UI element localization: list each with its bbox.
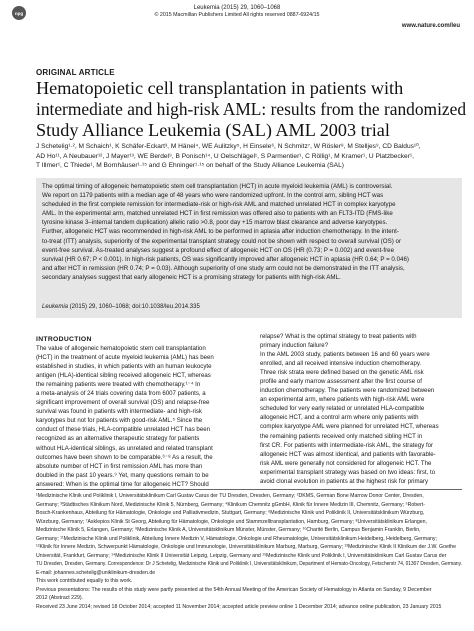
author-list (36, 142, 466, 171)
introduction-right-column (260, 332, 466, 486)
body-line: induction chemotherapy. The patients were randomized between (260, 387, 435, 395)
introduction-left-column (36, 344, 242, 489)
abstract-line: We report on 1179 patients with a median age of 48 years who were randomized upfront. In the control arm, sibling HCT was (42, 192, 384, 200)
body-line: a meta-analysis of 24 trials covering data from 6007 patients, a (36, 390, 206, 398)
footnote-line: Previous presentations: The results of this study were partly presented at the 54th Annual Meeting of the American Society of Hematology in Atlanta on Sunday, 9 December (36, 586, 432, 593)
footnote-line: Medizinische Klinik 5, Erlangen, Germany; ⁹Medizinische Klinik A, Universitätsklinikum Münster, Münster, Germany; ¹⁰Charité Berlin, Campus Benjamin Franklin, Berlin, (36, 527, 421, 533)
title-line: Hematopoietic cell transplantation in patients with (36, 78, 404, 98)
author-line: T Illmer¹, C Thiede¹, M Bornhäuser¹·¹⁵ and G Ehninger¹·¹⁵ on behalf of the Study Alliance Leukemia (SAL) (36, 162, 344, 170)
abstract-text (42, 182, 456, 282)
body-line: scheduled for very early related or unrelated HLA-compatible (260, 405, 425, 413)
footnote-line: Universität, Frankfurt, Germany; ¹⁴Medizinische Klinik II Universität Leipzig, Leipzig, Germany and ¹⁵Medizinische Klinik und Poliklinik I, Universitätsklinikum Carl Gustav Carus der (36, 552, 447, 559)
abstract-line: AML. In the experimental arm, matched unrelated HCT in first remission was offered also to patients with an FLT3-ITD (FMS-like (42, 210, 393, 218)
body-line: first CR. For patients with intermediate-risk AML, the strategy for (260, 441, 434, 449)
body-line: without HLA-identical siblings, as unrelated and related transplant (36, 444, 213, 452)
abstract-line: scheduled in the first complete remission for intermediate-risk or high-risk AML and matched unrelated HCT in complex karyotype (42, 201, 396, 209)
body-line: (HCT) in the treatment of acute myeloid leukemia (AML) has been (36, 354, 214, 362)
abstract-line: secondary analyses suggest that early allogeneic HCT is a promising strategy for patients with high-risk AML. (42, 273, 341, 281)
copyright-line: © 2015 Macmillan Publishers Limited All rights reserved 0887-6924/15 (154, 12, 320, 18)
footnote-line: This work contributed equally to this work. (36, 578, 133, 584)
article-type: ORIGINAL ARTICLE (36, 68, 115, 77)
author-line: AD Ho¹¹, A Neubauer¹², J Mayer¹³, WE Berdel⁹, B Ponisch¹⁴, U Oelschlägel¹, S Parmentier¹, C Röllig¹, M Kramer¹, U Platzbecker¹, (36, 152, 414, 160)
body-line: primary induction failure? (260, 342, 329, 350)
title-line: intermediate and high-risk AML: results from the randomized (36, 99, 467, 119)
body-line: enrolled, and all received intensive induction chemotherapy. (260, 360, 422, 368)
body-line: relapse? What is the optimal strategy to treat patients with (260, 333, 417, 340)
abstract-line: and after HCT in remission (HR 0.74; P = 0.03). Although superiority of one study arm could not be demonstrated in the ITT analysis, (42, 264, 405, 272)
introduction-heading: INTRODUCTION (36, 336, 92, 343)
body-line: karyotypes but not for patients with good-risk AML.⁵ Since the (36, 417, 203, 425)
body-line: risk AML were generally not considered for allogeneic HCT. The (260, 459, 432, 467)
body-line: answered: When is the optimal time for allogeneic HCT? Should (36, 480, 209, 488)
publisher-logo: npg (12, 6, 26, 20)
abstract-line: to-treat (ITT) analysis, superiority of the experimental transplant strategy could not be shown with respect to overall survival (OS) or (42, 237, 402, 245)
body-line: outcomes have been shown to be comparable.⁶⁻⁸ As a result, the (36, 453, 213, 461)
abstract-line: Further, allogeneic HCT was recommended in high-risk AML to be performed in aplasia after induction chemotherapy. In the intent- (42, 228, 399, 236)
body-line: the remaining patients were treated with chemotherapy.¹⁻⁴ In (36, 381, 201, 389)
abstract-box (36, 178, 462, 318)
footnote-line: Würzburg, Germany; ⁷Asklepios Klinik St Georg, Abteilung für Hämatologie, Onkologie und Stammzelltransplantation, Hamburg, Germany; ⁸Universitätsklinikum Erlangen, (36, 518, 427, 525)
body-line: antigen (HLA)-identical sibling received allogeneic HCT, whereas (36, 372, 211, 380)
footnote-divider (36, 489, 462, 490)
body-line: recognized as an alternative therapeutic strategy for patients (36, 435, 200, 443)
abstract-line: tyrosine kinase 3–internal tandem duplication) allelic ratio >0.8, poor day +15 marrow blast clearance and adverse karyotypes. (42, 219, 388, 227)
footnote-line: Received 23 June 2014; revised 18 October 2014; accepted 11 November 2014; accepted article preview online 1 December 2014; advance online publication, 23 January 2015 (36, 603, 442, 610)
body-line: significant improvement of overall survival (OS) and relapse-free (36, 399, 210, 407)
author-line: J Schetelig¹·², M Schaich¹, K Schäfer-Eckart³, M Hänel⁴, WE Aulitzky⁵, H Einsele⁶, N Schmitz⁷, W Rösler⁸, M Stelljes⁹, CD Baldus¹⁰, (36, 143, 421, 150)
abstract-line: event-free survival. As-treated analyses suggest a profound effect of allogeneic HCT on OS (HR (0.73; P = 0.002) and event-free (42, 246, 395, 254)
footnote-line: 2012 (Abstract 229). (36, 595, 84, 601)
article-title (36, 78, 466, 141)
body-line: absolute number of HCT in first remission AML has more than (36, 462, 203, 470)
footnote-line: ¹Medizinische Klinik und Poliklinik I, Universitätsklinikum Carl Gustav Carus der TU Dresden, Dresden, Germany; ²DKMS, German Bone Marrow Donor Center, Dresden, (36, 493, 424, 499)
body-line: experimental transplant strategy was based on two ideas: first, to (260, 468, 436, 476)
body-line: complex karyotype AML were planned for unrelated HCT, whereas (260, 423, 439, 431)
article-citation (42, 304, 200, 310)
citation-details: (2015) 29, 1060–1068; doi:10.1038/leu.2014.335 (68, 304, 200, 310)
body-line: survival was found in patients with intermediate- and high-risk (36, 408, 202, 416)
body-line: doubled in the past 10 years.⁹ Yet, many questions remain to be (36, 471, 209, 479)
body-line: profile and early marrow assessment after the first course of (260, 378, 422, 386)
body-line: the remaining patients received only matched sibling HCT in (260, 432, 423, 440)
body-line: an experimental arm, where patients with high-risk AML were (260, 396, 425, 404)
body-line: Three risk strata were defined based on the genetic AML risk (260, 369, 424, 377)
footnote-line: ¹²Klinik für Innere Medizin, Schwerpunkt Hämatologie, Onkologie und Immunologie, Universitätsklinikum Marburg, Marburg, Germany; ¹³Medizinische Klinik II Klinikum der J.W. Goethe (36, 544, 457, 550)
body-line: allogeneic HCT, and a control arm where only patients with (260, 414, 419, 422)
body-line: allogeneic HCT was almost identical, and patients with favorable- (260, 450, 436, 458)
affiliations-footnotes (36, 492, 462, 611)
footnote-line: Bosch-Krankenhaus, Abteilung für Hämatologie, Onkologie und Palliativmedizin, Stuttgart, Germany; ⁶Medizinische Klinik und Poliklinik II, Universitätsklinikum Würzburg, (36, 510, 425, 516)
body-line: established in studies, in which patients with an human leukocyte (36, 363, 212, 371)
body-line: avoid clonal evolution in patients at the highest risk for primary (260, 477, 429, 485)
body-line: In the AML 2003 study, patients between 16 and 60 years were (260, 351, 430, 359)
footnote-line: Germany; ¹¹Medizinische Klinik und Poliklinik, Abteilung Innere Medizin V, Hämatologie, Onkologie und Rheumatologie, Universitätsklinikum Heidelberg, Heidelberg, Germany; (36, 535, 437, 542)
body-line: The value of allogeneic hematopoietic stem cell transplantation (36, 345, 206, 352)
body-line: conduct of these trials, HLA-compatible unrelated HCT has been (36, 426, 210, 434)
citation-journal: Leukemia (42, 304, 69, 310)
journal-citation-header: Leukemia (2015) 29, 1060–1068 (193, 5, 281, 11)
title-line: Study Alliance Leukemia (SAL) AML 2003 trial (36, 120, 390, 140)
journal-website-link[interactable]: www.nature.com/leu (401, 23, 460, 29)
footnote-line: E-mail: johannes.schetelig@uniklinikum-dresden.de (36, 569, 156, 576)
abstract-line: The optimal timing of allogeneic hematopoietic stem cell transplantation (HCT) in acute myeloid leukemia (AML) is controversial. (42, 183, 393, 190)
footnote-line: Germany; ³Städtisches Klinikum Nord, Medizinische Klinik 5, Nürnberg, Germany; ⁴Klinikum Chemnitz gGmbH, Klinik für Innere Medizin III, Chemnitz, Germany; ⁵Robert- (36, 501, 425, 508)
footnote-line: TU Dresden, Dresden, Germany. Correspondence: Dr J Schetelig, Medizinische Klinik und Poliklinik I, Universitätsklinikum, Department of Hemato-Oncology, Fetscherstr 74, 01307 Dresden, Germany. (36, 561, 462, 567)
abstract-line: survival (HR 0.67; P < 0.001). In high-risk patients, OS was significantly improved after allogeneic HCT in aplasia (HR 0.64; P = 0.046) (42, 255, 409, 263)
